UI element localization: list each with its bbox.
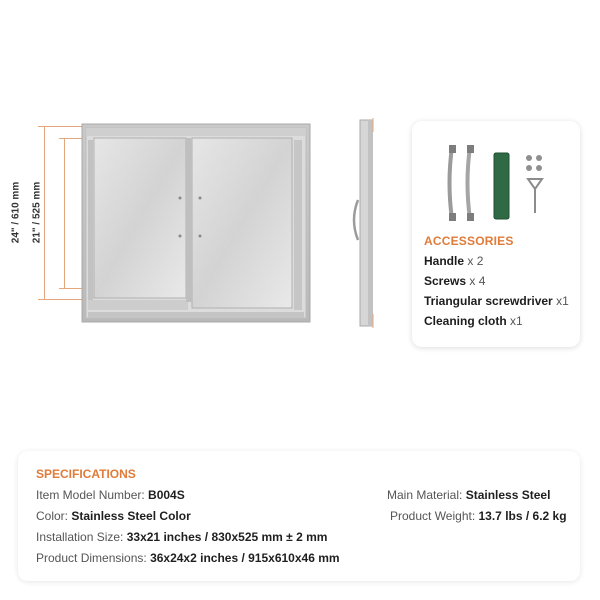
spec-product-weight: Product Weight: 13.7 lbs / 6.2 kg <box>390 509 567 523</box>
inner-height-line <box>64 138 65 289</box>
inner-height-label: 21" / 525 mm <box>31 181 43 244</box>
spec-installation-size: Installation Size: 33x21 inches / 830x525 mm ± 2 mm <box>36 530 328 544</box>
accessories-card <box>412 121 580 347</box>
triangular-screwdriver-icon <box>524 175 546 215</box>
accessory-cleaning-cloth: Cleaning cloth x1 <box>424 314 523 328</box>
outer-height-line <box>44 126 45 300</box>
spec-item-model: Item Model Number: B004S <box>36 488 185 502</box>
spec-product-dimensions: Product Dimensions: 36x24x2 inches / 915x610x46 mm <box>36 551 340 565</box>
accessories-title: ACCESSORIES <box>424 234 514 248</box>
specifications-title: SPECIFICATIONS <box>36 467 136 481</box>
accessory-screws: Screws x 4 <box>424 274 486 288</box>
accessory-screwdriver: Triangular screwdriver x1 <box>424 294 569 308</box>
accessory-handle: Handle x 2 <box>424 254 484 268</box>
double-door-front-view <box>76 118 316 328</box>
handle-icon <box>444 143 480 223</box>
spec-color: Color: Stainless Steel Color <box>36 509 191 523</box>
cleaning-cloth-icon <box>492 151 512 221</box>
door-side-view <box>352 116 382 330</box>
screws-icon <box>524 153 546 175</box>
spec-main-material: Main Material: Stainless Steel <box>387 488 551 502</box>
outer-height-label: 24" / 610 mm <box>10 181 22 244</box>
